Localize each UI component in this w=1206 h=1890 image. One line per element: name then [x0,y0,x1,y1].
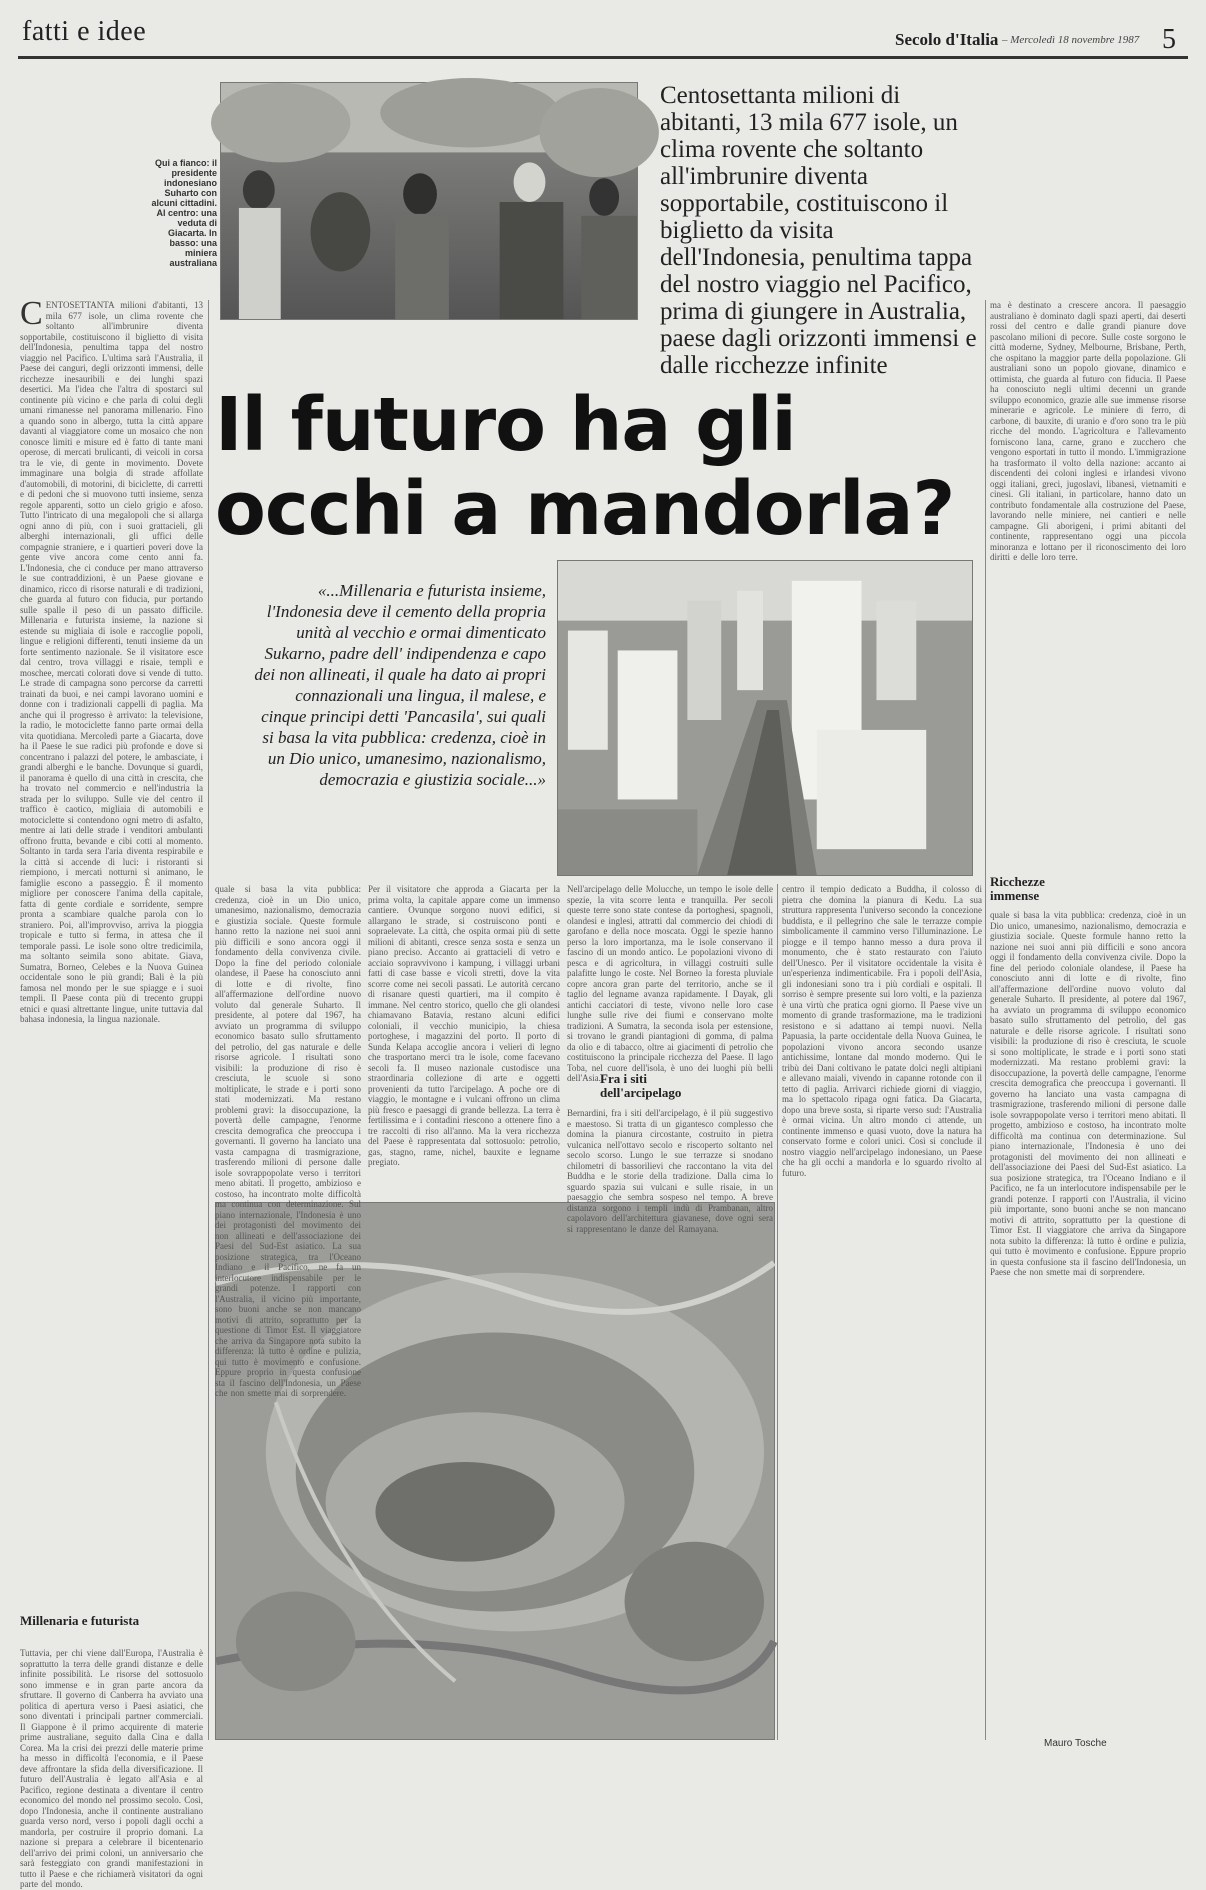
issue-date: – Mercoledì 18 novembre 1987 [1002,34,1140,46]
photo-caption: Qui a fianco: il presidente indonesiano Suharto con alcuni cittadini. Al centro: una veduta di Giacarta. In basso: una miniera australiana [151,158,217,268]
body-column-6b [990,910,1186,1730]
column-2-text: quale si basa la vita pubblica: credenza, cioè in un Dio unico, umanesimo, nazionalismo, democrazia e giustizia sociale. Queste formule hanno retto la nazione nei suoi anni più difficili e sono ancora oggi il fondamento della convivenza civile. Dopo la fine del periodo coloniale olandese, il Paese ha conosciuto anni di lotte e di rivolte, fino all'affermazione dell'ordine nuovo voluto dal generale Suharto. Il presidente, al potere dal 1967, ha avviato un programma di sviluppo economico basato sullo sfruttamento del petrolio, del gas naturale e delle risorse agricole. I risultati sono visibili: la produzione di riso è cresciuta, le scuole si sono moltiplicate, le strade e i porti sono stati modernizzati. Ma restano problemi gravi: la disoccupazione, la povertà delle campagne, l'enorme crescita demografica che preoccupa i governanti. Il governo ha lanciato una vasta campagna di trasmigrazione, trasferendo milioni di persone dalle isole sovrappopolate verso i territori meno abitati. Il progetto, ambizioso e costoso, ha incontrato molte difficoltà ma continua con determinazione. Sul piano internazionale, l'Indonesia è uno dei protagonisti del movimento dei non allineati e dell'associazione dei Paesi del Sud-Est asiatico. La sua posizione strategica, tra l'Oceano Indiano e il Pacifico, ne fa un interlocutore indispensabile per le grandi potenze. I rapporti con l'Australia, il vicino più importante, sono buoni anche se non mancano motivi di attrito, soprattutto per la questione di Timor Est. Il viaggiatore che arriva da Singapore nota subito la differenza: là tutto è ordine e pulizia, qui tutto è movimento e confusione. Eppure proprio in questa confusione sta il fascino dell'Indonesia, un Paese che non smette mai di sorprendere. [215,884,361,1398]
column-rule [777,884,778,1740]
subhead-millenaria: Millenaria e futurista [20,1613,140,1628]
newspaper-name: Secolo d'Italia [895,30,999,49]
suharto-photo [220,82,638,320]
page-number: 5 [1162,24,1176,55]
body-column-3 [368,884,560,1194]
jakarta-photo [557,560,973,876]
column-rule [208,300,209,1740]
body-column-5 [782,884,982,1740]
subhead-ricchezze: Ricchezze immense [990,874,1045,903]
body-column-6 [990,300,1186,864]
column-6-text: ma è destinato a crescere ancora. Il paesaggio australiano è dominato dagli spazi aperti, dai deserti rossi del centro e dalle grandi pianure dove pascolano milioni di pecore. Sulle coste sorgono le città moderne, Sydney, Melbourne, Brisbane, Perth, che ospitano la maggior parte della popolazione. Gli australiani sono un popolo giovane, dinamico e ottimista, che guarda al futuro con fiducia. Il Paese ha conosciuto negli ultimi decenni un grande sviluppo economico, grazie alle sue immense risorse minerarie e agricole. Le miniere di ferro, di carbone, di bauxite, di uranio e d'oro sono tra le più ricche del mondo. L'agricoltura e l'allevamento forniscono lana, carne, grano e zucchero che vengono esportati in tutto il mondo. L'immigrazione ha trasformato il volto della nazione: accanto ai discendenti dei coloni inglesi e irlandesi vivono oggi italiani, greci, jugoslavi, libanesi, vietnamiti e cinesi. Gli italiani, in particolare, hanno dato un contributo fondamentale alla costruzione del Paese, lavorando nelle miniere, nei cantieri e nelle campagne. Gli aborigeni, i primi abitanti del continente, rappresentano oggi una piccola minoranza e lottano per il riconoscimento dei loro diritti e delle loro terre. [990,300,1186,562]
column-1b-text: Tuttavia, per chi viene dall'Europa, l'Australia è soprattutto la terra delle grandi distanze e delle infinite possibilità. Le risorse del sottosuolo sono immense e in gran parte ancora da sfruttare. Il governo di Canberra ha avviato una politica di apertura verso i Paesi asiatici, che sono diventati i principali partner commerciali. Il Giappone è il primo acquirente di materie prime australiane, seguito dalla Cina e dalla Corea. Ma la crisi dei prezzi delle materie prime ha messo in difficoltà l'economia, e il Paese deve affrontare la sfida della diversificazione. Il futuro dell'Australia è legato all'Asia e al Pacifico, regione destinata a diventare il centro economico del mondo nel prossimo secolo. Così, dopo l'Indonesia, anche il continente australiano guarda verso nord, verso i popoli dagli occhi a mandorla, per costruire il proprio domani. La nazione si prepara a celebrare il bicentenario dell'arrivo dei primi coloni, un anniversario che sarà festeggiato con grandi manifestazioni in tutto il Paese e che richiamerà visitatori da ogni parte del mondo. [20,1648,203,1889]
header-rule [18,56,1188,59]
body-column-1b [20,1648,203,1889]
column-rule [985,300,986,1740]
body-column-1 [20,295,203,1607]
column-6b-text: quale si basa la vita pubblica: credenza, cioè in un Dio unico, umanesimo, nazionalismo, democrazia e giustizia sociale. Queste formule hanno retto la nazione nei suoi anni più difficili e sono ancora oggi il fondamento della convivenza civile. Dopo la fine del periodo coloniale olandese, il Paese ha conosciuto anni di lotte e di rivolte, fino all'affermazione dell'ordine nuovo voluto dal generale Suharto. Il presidente, al potere dal 1967, ha avviato un programma di sviluppo economico basato sullo sfruttamento del petrolio, del gas naturale e delle risorse agricole. I risultati sono visibili: la produzione di riso è cresciuta, le scuole si sono moltiplicate, le strade e i porti sono stati modernizzati. Ma restano problemi gravi: la disoccupazione, la povertà delle campagne, l'enorme crescita demografica che preoccupa i governanti. Il governo ha lanciato una vasta campagna di trasmigrazione, trasferendo milioni di persone dalle isole sovrappopolate verso i territori meno abitati. Il progetto, ambizioso e costoso, ha incontrato molte difficoltà ma continua con determinazione. Sul piano internazionale, l'Indonesia è uno dei protagonisti del movimento dei non allineati e dell'associazione dei Paesi del Sud-Est asiatico. La sua posizione strategica, tra l'Oceano Indiano e il Pacifico, ne fa un interlocutore indispensabile per le grandi potenze. I rapporti con l'Australia, il vicino più importante, sono buoni anche se non mancano motivi di attrito, soprattutto per la questione di Timor Est. Il viaggiatore che arriva da Singapore nota subito la differenza: là tutto è ordine e pulizia, qui tutto è movimento e confusione. Eppure proprio in questa confusione sta il fascino dell'Indonesia, un Paese che non smette mai di sorprendere. [990,910,1186,1277]
byline: Mauro Tosche [1044,1738,1107,1749]
page-header [0,0,1206,60]
pull-quote: «...Millenaria e futurista insieme, l'Indonesia deve il cemento della propria unità al vecchio e ormai dimenticato Sukarno, padre dell' indipendenza e capo dei non allineati, il quale ha dato ai propri connazionali una lingua, il malese, e cinque principi detti 'Pancasila', sui quali si basa la vita pubblica: credenza, cioè in un Dio unico, umanesimo, nazionalismo, democrazia e giustizia sociale...» [254,581,546,789]
standfirst: Centosettanta milioni di abitanti, 13 mila 677 isole, un clima rovente che soltanto all'imbrunire diventa sopportabile, costituiscono il biglietto da visita dell'Indonesia, penultima tappa del nostro viaggio nel Pacifico, prima di giungere in Australia, paese dagli orizzonti immensi e dalle ricchezze infinite [660,82,977,379]
column-5-text: centro il tempio dedicato a Buddha, il colosso di pietra che domina la pianura di Kedu. La sua struttura rappresenta l'universo secondo la concezione buddista, e il pellegrino che sale le terrazze compie simbolicamente il cammino verso l'illuminazione. Le piogge e il tempo hanno messo a dura prova il monumento, che è stato restaurato con l'aiuto dell'Unesco. Per il visitatore occidentale la visita è un'esperienza indimenticabile. Fra i popoli dell'Asia, gli indonesiani sono tra i più cordiali e ospitali. Il sorriso è sempre presente sui loro volti, e la pazienza è una virtù che pratica ogni giorno. Il Paese vive un momento di grande trasformazione, ma le tradizioni resistono e si adattano ai tempi nuovi. Nella Papuasia, la parte occidentale della Nuova Guinea, le popolazioni vivono ancora secondo usanze antichissime, lontane dal mondo moderno. Qui le tribù dei Dani coltivano le patate dolci negli altipiani e allevano maiali, vivendo in capanne rotonde con il tetto di paglia. Arrivarci richiede giorni di viaggio, ma lo spettacolo ripaga ogni fatica. Da Giacarta, dopo una breve sosta, si riparte verso sud: l'Australia è ormai vicina. Un altro mondo ci attende, un continente immenso e quasi vuoto, dove la natura ha conservato forme e colori unici. Così si conclude il nostro viaggio nell'arcipelago indonesiano, un Paese che ha gli occhi a mandorla e lo sguardo rivolto al futuro. [782,884,982,1178]
body-column-2 [215,884,361,1398]
subhead-siti: Fra i siti dell'arcipelago [600,1071,682,1100]
column-1-text: ENTOSETTANTA milioni d'abitanti, 13 mila 677 isole, un clima rovente che soltanto all'imbrunire diventa sopportabile, costituiscono il biglietto di visita dell'Indonesia, penultima tappa del nostro viaggio nel Pacifico. L'ultima sarà l'Australia, il Paese dei canguri, degli orizzonti immensi, delle ricchezze inesauribili e dei lunghi spazi desertici. Ma l'idea che l'altra di spostarci sul continente più vicino e che parla di colui degli umani rimanesse nel panorama millenario. Fino a quando sono in albergo, tutta la città appare davanti al viaggiatore come un mosaico che non conosce limiti e misure ed è fatto di tante mani operose, di mercati brulicanti, di veicoli in corsa tra le vie, di gente in movimento. Dovete immaginare una bolgia di strade affollate d'automobili, di motorini, di biciclette, di carretti e di pedoni che si muovono tutti insieme, senza regole apparenti, sotto un cielo grigio e afoso. Tutto l'intricato di una megalopoli che si allarga ogni anno di più, con i suoi grattacieli, gli alberghi internazionali, gli uffici delle compagnie straniere, e i quartieri poveri dove la gente vive ancora come cento anni fa. L'Indonesia, che ci conduce per mano attraverso le sue contraddizioni, è un Paese giovane e dinamico, ricco di risorse naturali e di tradizioni, che guarda al futuro con fiducia, pur portando sulle spalle il peso di un passato difficile. Millenaria e futurista insieme, la nazione si estende su migliaia di isole e raccoglie popoli, lingue e religioni differenti, tenuti insieme da un forte sentimento nazionale. Se il visitatore esce dal centro, trova villaggi e risaie, templi e moschee, mercati colorati dove si vende di tutto. Le strade di campagna sono percorse da carretti trainati da buoi, e nei campi lavorano uomini e donne con i tradizionali cappelli di paglia. Ma anche qui il progresso è arrivato: la televisione, la radio, le motociclette fanno parte ormai della vita quotidiana. Mercoledì parte a Giacarta, dove ha il Paese le sue radici più profonde e dove si concentrano i palazzi del potere, le ambasciate, i grandi alberghi e le banche. Dovunque si guardi, il panorama è quello di una città in crescita, che ha trovato nel commercio e nell'industria la strada per lo sviluppo. Sulle vie del centro il traffico è caotico, migliaia di automobili e motociclette si contendono ogni metro di asfalto, mentre ai lati delle strade i venditori ambulanti offrono frutta, bevande e cibi cotti al momento. Soltanto in tarda sera l'aria diventa respirabile e la città si accende di luci: i ristoranti si riempiono, i mercati notturni si animano, le famiglie escono a passeggio. È il momento migliore per conoscere l'anima della capitale, fatta di gente cordiale e sorridente, sempre pronta a scambiare qualche parola con lo straniero. Poi, all'improvviso, arriva la pioggia tropicale e tutto si ferma, in attesa che il temporale passi. Le isole sono oltre tredicimila, ma soltanto seimila sono abitate. Giava, Sumatra, Borneo, Celebes e la Nuova Guinea occidentale sono le più grandi; Bali è la più famosa nel mondo per le sue spiagge e i suoi templi. Il Paese conta più di trecento gruppi etnici e quasi altrettante lingue, unite tuttavia dal bahasa indonesia, la lingua nazionale. [20,300,203,1024]
column-4-text: Nell'arcipelago delle Molucche, un tempo le isole delle spezie, la vita scorre lenta e tranquilla. Per secoli queste terre sono state contese da portoghesi, spagnoli, olandesi e inglesi, attratti dal commercio dei chiodi di garofano e della noce moscata. Oggi le spezie hanno perso la loro importanza, ma le isole conservano il fascino di un mondo antico. Le popolazioni vivono di pesca e di agricoltura, in villaggi costruiti sulle palafitte lungo le coste. Nel Borneo la foresta pluviale copre ancora gran parte del territorio, anche se il taglio del legname avanza rapidamente. I Dayak, gli antichi cacciatori di teste, vivono nelle loro case lunghe sulle rive dei fiumi e conservano molte tradizioni. A Sumatra, la seconda isola per estensione, si trovano le grandi piantagioni di gomma, di palma da olio e di tabacco, oltre ai giacimenti di petrolio che costituiscono la principale ricchezza del Paese. Il lago Toba, nel cuore dell'isola, è uno dei luoghi più belli dell'Asia. [567,884,773,1083]
column-3-text: Per il visitatore che approda a Giacarta per la prima volta, la capitale appare come un immenso cantiere. Ovunque sorgono nuovi edifici, si allargano le strade, si costruiscono ponti e sopraelevate. La città, che ospita ormai più di sette milioni di abitanti, cresce senza sosta e senza un piano preciso. Accanto ai grattacieli di vetro e acciaio sopravvivono i kampung, i villaggi urbani fatti di case basse e vicoli stretti, dove la vita scorre come nei secoli passati. Le autorità cercano di risanare questi quartieri, ma il compito è immane. Nel centro storico, quello che gli olandesi chiamavano Batavia, restano alcuni edifici coloniali, il vecchio municipio, la chiesa portoghese, i magazzini del porto. Il porto di Sunda Kelapa accoglie ancora i velieri di legno che trasportano merci tra le isole, come facevano secoli fa. Il museo nazionale custodisce una straordinaria collezione di arte e oggetti provenienti da tutto l'arcipelago. A poche ore di viaggio, le montagne e i vulcani offrono un clima più fresco e paesaggi di grande bellezza. La terra è fertilissima e i contadini riescono a ottenere fino a tre raccolti di riso all'anno. Ma la vera ricchezza del Paese è rappresentata dal sottosuolo: petrolio, gas, stagno, rame, nichel, bauxite e legname pregiato. [368,884,560,1167]
body-column-4 [567,884,773,1083]
drop-cap: C [20,295,43,332]
body-column-4b [567,1108,773,1234]
section-name: fatti e idee [22,16,147,47]
column-4b-text: Bernardini, fra i siti dell'arcipelago, è il più suggestivo e maestoso. Si tratta di un gigantesco complesso che domina la pianura circostante, costruito in pietra vulcanica nell'ottavo secolo e riscoperto soltanto nel secolo scorso. Lungo le sue terrazze si snodano chilometri di bassorilievi che raccontano la vita del Buddha e le storie della tradizione. Dalla cima lo sguardo spazia sui vulcani e sulle risaie, in un paesaggio che sembra sospeso nel tempo. A breve distanza sorgono i templi indù di Prambanan, altro capolavoro dell'architettura giavanese, dove ogni sera si rappresentano le danze del Ramayana. [567,1108,773,1234]
headline: Il futuro ha gli occhi a mandorla? [215,382,955,552]
